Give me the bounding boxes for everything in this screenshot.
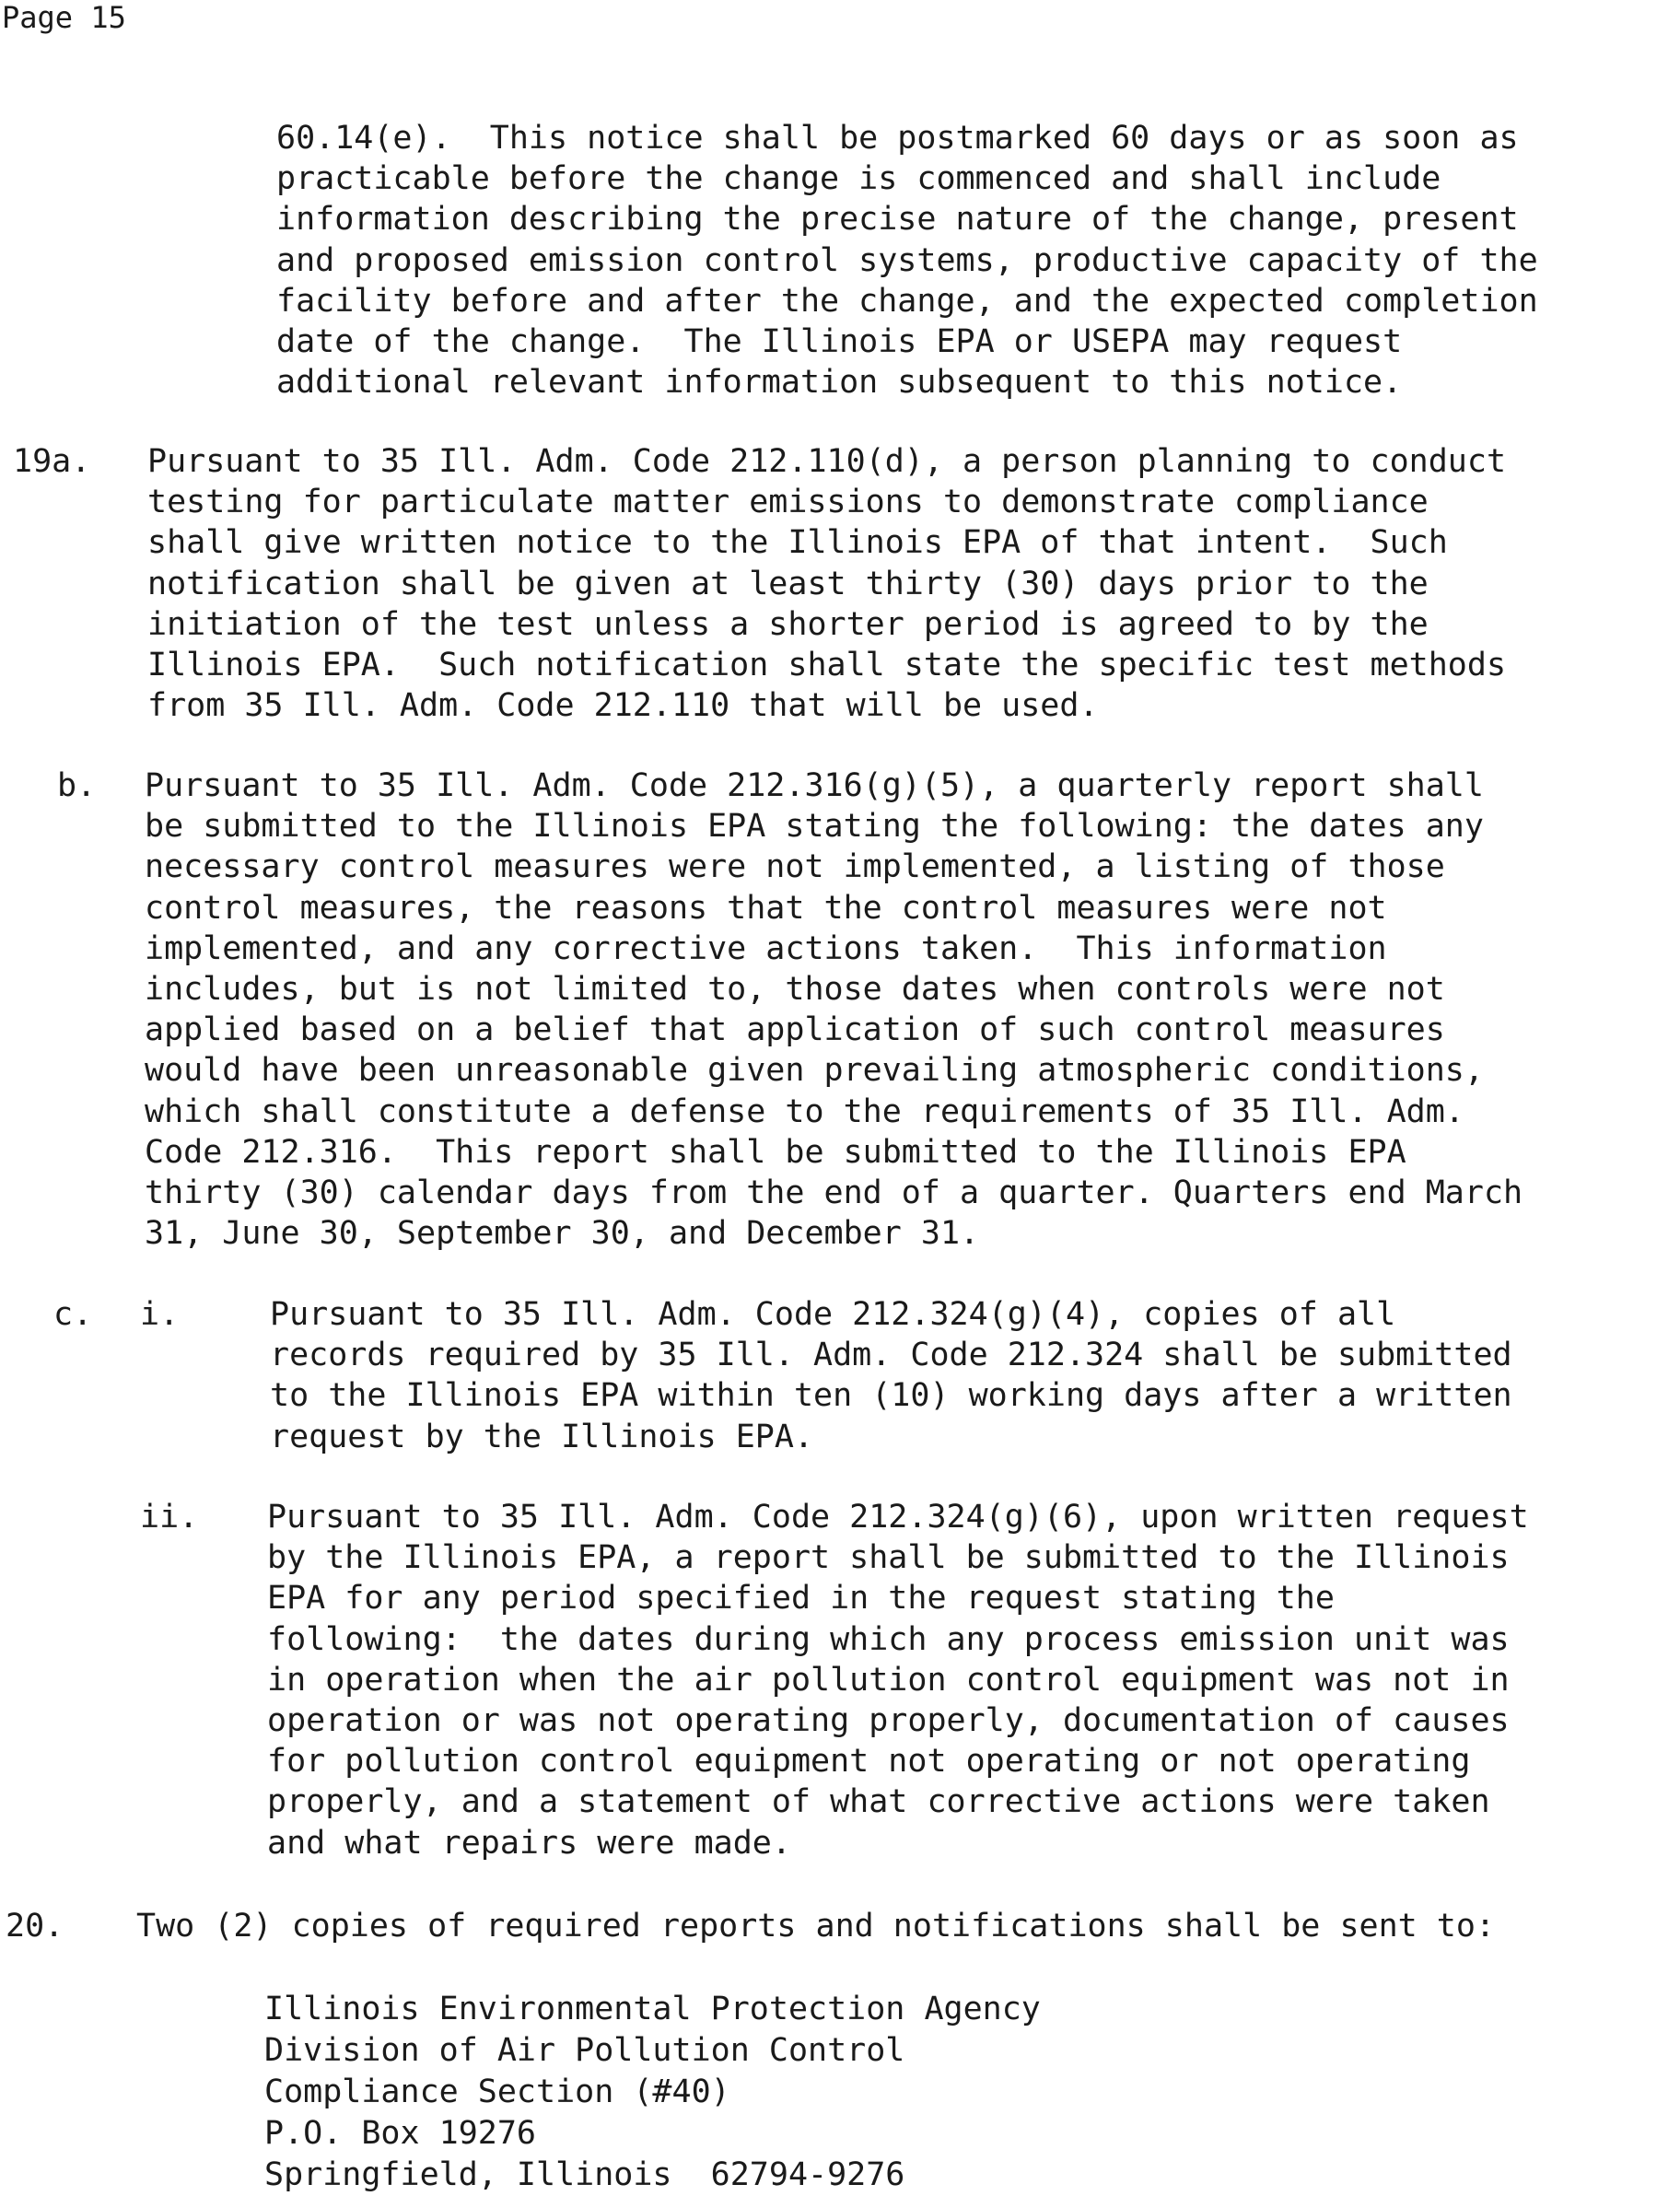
text-line: Pursuant to 35 Ill. Adm. Code 212.316(g)(5), a quarterly report shall — [145, 767, 1484, 804]
text-line: 60.14(e). This notice shall be postmarked 60 days or as soon as — [276, 120, 1519, 157]
item-19a-paragraph — [147, 441, 1506, 726]
text-line: following: the dates during which any process emission unit was — [267, 1620, 1510, 1658]
text-line: records required by 35 Ill. Adm. Code 212.324 shall be submitted — [270, 1337, 1512, 1374]
text-line: to the Illinois EPA within ten (10) working days after a written — [270, 1377, 1512, 1415]
text-line: control measures, the reasons that the control measures were not — [145, 889, 1387, 927]
text-line: facility before and after the change, and the expected completion — [276, 282, 1538, 320]
text-line: request by the Illinois EPA. — [270, 1418, 814, 1455]
text-line: be submitted to the Illinois EPA stating the following: the dates any — [145, 808, 1484, 846]
text-line: notification shall be given at least thirty (30) days prior to the — [147, 565, 1429, 602]
address-line: Compliance Section (#40) — [264, 2073, 730, 2110]
item-19c-i-label: i. — [140, 1296, 180, 1333]
text-line: applied based on a belief that application of such control measures — [145, 1011, 1445, 1049]
text-line: EPA for any period specified in the request stating the — [267, 1580, 1335, 1618]
text-line: from 35 Ill. Adm. Code 212.110 that will be used. — [147, 687, 1099, 725]
text-line: Pursuant to 35 Ill. Adm. Code 212.324(g)(4), copies of all — [270, 1296, 1396, 1333]
text-line: Two (2) copies of required reports and notifications shall be sent to: — [136, 1908, 1496, 1945]
text-line: necessary control measures were not implemented, a listing of those — [145, 848, 1445, 886]
text-line: and what repairs were made. — [267, 1824, 791, 1862]
mailing-address — [264, 1989, 1041, 2196]
text-line: date of the change. The Illinois EPA or USEPA may request — [276, 322, 1403, 360]
text-line: additional relevant information subsequent to this notice. — [276, 364, 1403, 402]
item-19c-ii-label: ii. — [140, 1499, 199, 1536]
text-line: initiation of the test unless a shorter period is agreed to by the — [147, 605, 1429, 643]
text-line: Pursuant to 35 Ill. Adm. Code 212.110(d), a person planning to conduct — [147, 443, 1507, 480]
address-line: Illinois Environmental Protection Agency — [264, 1991, 1041, 2027]
item-19c-label: c. — [53, 1296, 93, 1333]
text-line: information describing the precise nature of the change, present — [276, 201, 1519, 239]
text-line: practicable before the change is commenced and shall include — [276, 160, 1441, 198]
text-line: in operation when the air pollution control equipment was not in — [267, 1661, 1510, 1699]
address-line: Division of Air Pollution Control — [264, 2032, 905, 2069]
text-line: Code 212.316. This report shall be submitted to the Illinois EPA — [145, 1133, 1406, 1171]
text-line: and proposed emission control systems, productive capacity of the — [276, 241, 1538, 279]
address-line: Springfield, Illinois 62794-9276 — [264, 2156, 905, 2193]
item-19b-paragraph — [145, 765, 1522, 1254]
text-line: Illinois EPA. Such notification shall state the specific test methods — [147, 646, 1507, 683]
item-19c-ii-paragraph — [267, 1497, 1529, 1863]
text-line: includes, but is not limited to, those dates when controls were not — [145, 970, 1445, 1008]
address-line: P.O. Box 19276 — [264, 2115, 537, 2152]
text-line: operation or was not operating properly, documentation of causes — [267, 1701, 1510, 1739]
item-19b-label: b. — [57, 767, 97, 804]
item-20-paragraph — [136, 1906, 1495, 1946]
text-line: for pollution control equipment not operating or not operating — [267, 1743, 1471, 1781]
text-line: 31, June 30, September 30, and December 31. — [145, 1215, 980, 1253]
text-line: would have been unreasonable given prevailing atmospheric conditions, — [145, 1052, 1484, 1090]
text-line: thirty (30) calendar days from the end of a quarter. Quarters end March — [145, 1174, 1523, 1211]
text-line: implemented, and any corrective actions taken. This information — [145, 929, 1387, 967]
text-line: by the Illinois EPA, a report shall be submitted to the Illinois — [267, 1539, 1510, 1577]
text-line: which shall constitute a defense to the requirements of 35 Ill. Adm. — [145, 1092, 1464, 1130]
text-line: properly, and a statement of what corrective actions were taken — [267, 1783, 1490, 1821]
text-line: testing for particulate matter emissions to demonstrate compliance — [147, 484, 1429, 521]
item-19a-label: 19a. — [13, 443, 91, 480]
item-20-label: 20. — [6, 1908, 64, 1945]
item-19c-i-paragraph — [270, 1294, 1512, 1457]
continuation-paragraph — [276, 118, 1538, 403]
text-line: Pursuant to 35 Ill. Adm. Code 212.324(g)(6), upon written request — [267, 1499, 1529, 1536]
text-line: shall give written notice to the Illinois EPA of that intent. Such — [147, 524, 1448, 562]
page-number-header: Page 15 — [2, 0, 126, 35]
